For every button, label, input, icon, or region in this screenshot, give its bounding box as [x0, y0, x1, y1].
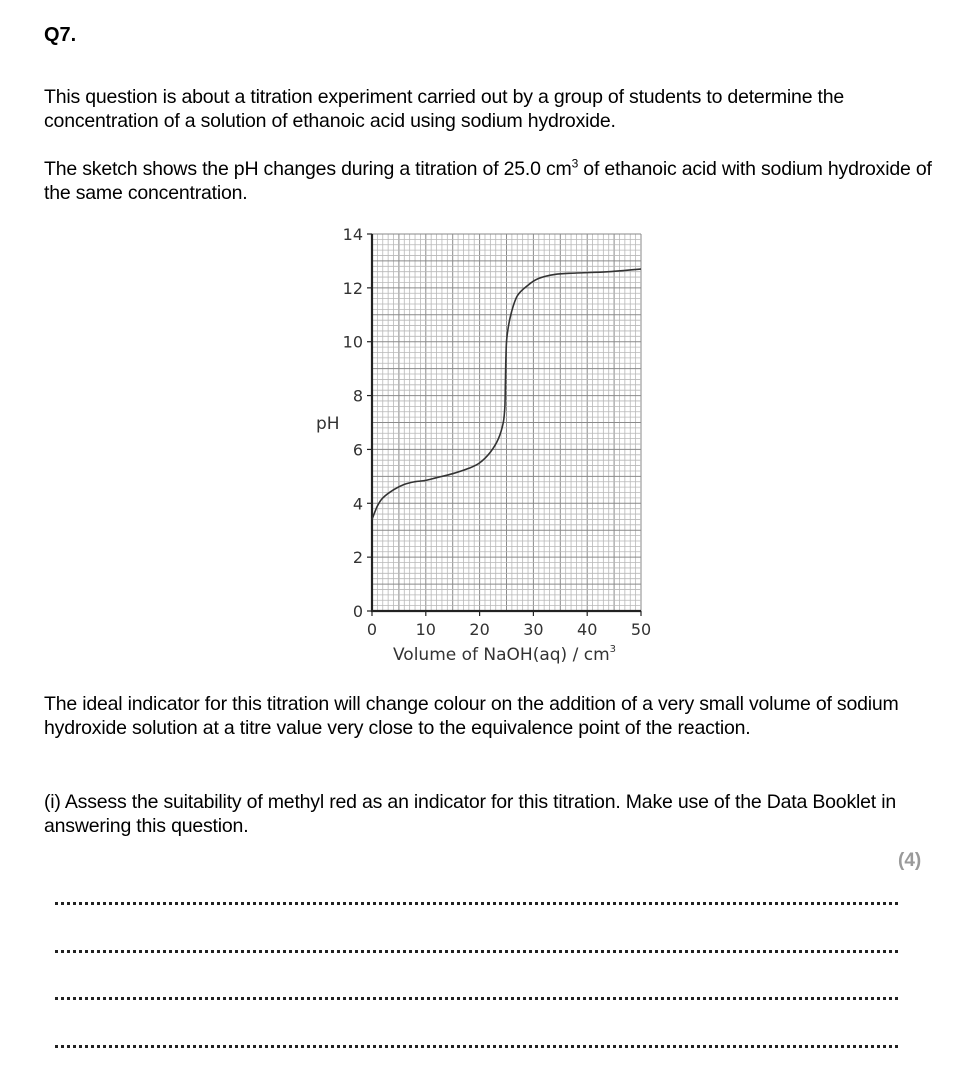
x-tick-label: 10 [415, 620, 436, 639]
y-tick-label: 8 [352, 386, 363, 406]
y-tick-label: 2 [352, 548, 363, 568]
question-intro: This question is about a titration experiment carried out by a group of students to determine the concentration of a solution of ethanoic acid using sodium hydroxide. [44, 86, 845, 132]
x-axis-label-text: Volume of NaOH(aq) / cm [393, 645, 610, 665]
x-tick-label: 50 [630, 620, 652, 639]
chart-grid [372, 234, 641, 611]
answer-line[interactable] [55, 1045, 898, 1048]
y-tick-label: 10 [342, 332, 363, 352]
y-tick-label: 4 [352, 494, 363, 514]
x-axis-label [393, 644, 616, 665]
sketch-text-after: of ethanoic acid with sodium hydroxide of the same concentration. [44, 158, 932, 204]
x-tick-label: 30 [523, 620, 544, 639]
y-tick-label: 0 [352, 602, 363, 621]
titration-chart [300, 222, 670, 672]
marks-available: (4) [898, 850, 922, 871]
y-tick-label: 12 [342, 278, 363, 298]
x-tick-label: 20 [469, 620, 490, 639]
answer-line[interactable] [55, 902, 898, 905]
y-tick-label: 6 [352, 440, 363, 460]
ideal-indicator-text: The ideal indicator for this titration will change colour on the addition of a very small volume of sodium hydroxide solution at a titre value very close to the equivalence point of the reaction. [44, 693, 899, 739]
y-axis-label: pH [316, 414, 340, 434]
y-tick-label: 14 [342, 225, 363, 244]
x-tick-label: 0 [366, 620, 378, 639]
answer-line[interactable] [55, 950, 898, 953]
question-number: Q7. [44, 24, 77, 46]
sketch-description [44, 157, 934, 205]
chart-ticks [343, 225, 652, 639]
answer-line[interactable] [55, 997, 898, 1000]
part-i-question: (i) Assess the suitability of methyl red as an indicator for this titration. Make use of the Data Booklet in answering this question. [44, 791, 896, 837]
x-axis-label-sup: 3 [609, 644, 617, 655]
sketch-text-before: The sketch shows the pH changes during a titration of 25.0 cm [44, 158, 572, 180]
x-tick-label: 40 [577, 620, 598, 639]
sketch-superscript: 3 [571, 156, 579, 171]
